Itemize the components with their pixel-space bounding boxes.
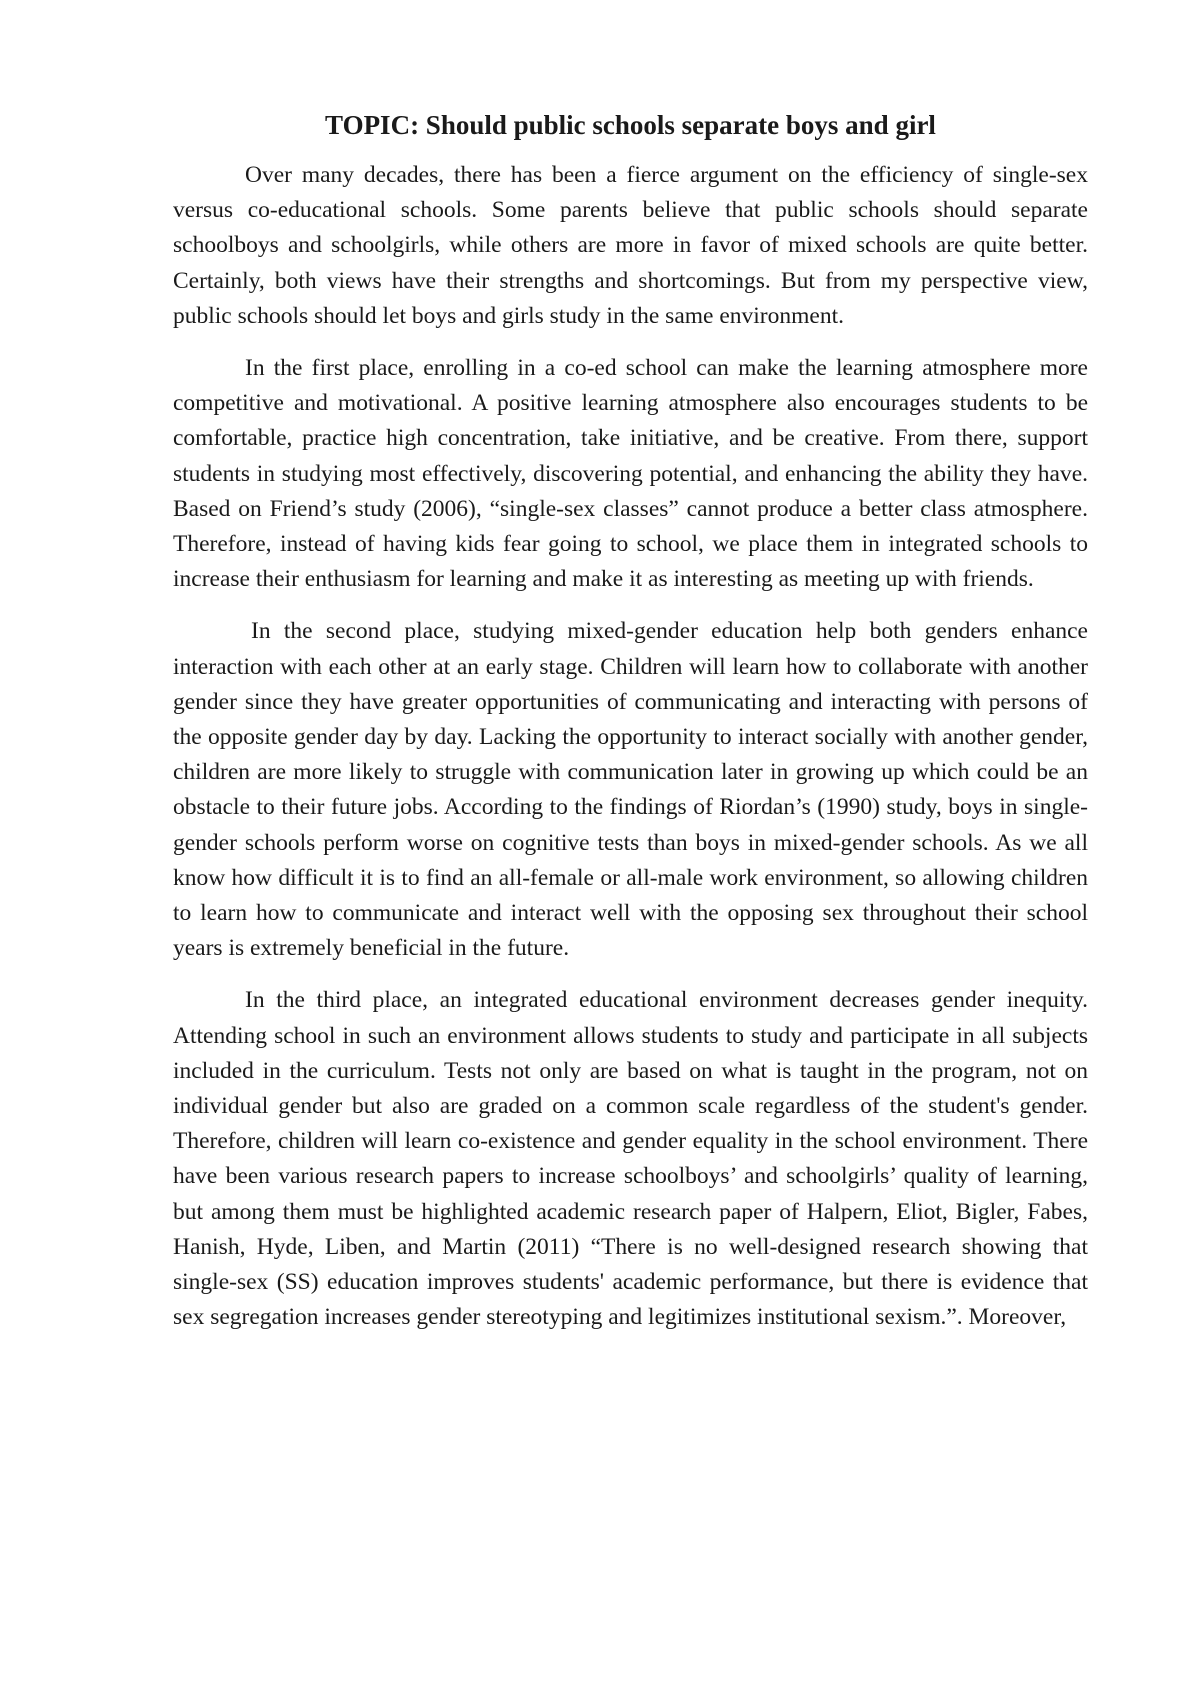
paragraph-introduction: Over many decades, there has been a fierce argument on the efficiency of single-sex versus co-educational schools. Some parents believe that public schools should separate schoolboys and schoolgirls, while others are more in favor of mixed schools are quite better. Certainly, both views have their strengths and shortcomings. But from my perspective view, public schools should let boys and girls study in the same environment.: [173, 162, 1088, 329]
paragraph-second-place: In the second place, studying mixed-gender education help both genders enhance interaction with each other at an early stage. Children will learn how to collaborate with another gender since they have greater opportunities of communicating and interacting with persons of the opposite gender day by day. Lacking the opportunity to interact socially with another gender, children are more likely to struggle with communication later in growing up which could be an obstacle to their future jobs. According to the findings of Riordan’s (1990) study, boys in single-gender schools perform worse on cognitive tests than boys in mixed-gender schools. As we all know how difficult it is to find an all-female or all-male work environment, so allowing children to learn how to communicate and interact well with the opposing sex throughout their school years is extremely beneficial in the future.: [173, 618, 1088, 962]
document-title: TOPIC: Should public schools separate boys and girl: [325, 110, 936, 140]
paragraph-first-place: In the first place, enrolling in a co-ed school can make the learning atmosphere more competitive and motivational. A positive learning atmosphere also encourages students to be comfortable, practice high concentration, take initiative, and be creative. From there, support students in studying most effectively, discovering potential, and enhancing the ability they have. Based on Friend’s study (2006), “single-sex classes” cannot produce a better class atmosphere. Therefore, instead of having kids fear going to school, we place them in integrated schools to increase their enthusiasm for learning and make it as interesting as meeting up with friends.: [173, 355, 1088, 593]
paragraph-third-place: In the third place, an integrated educational environment decreases gender inequity. Attending school in such an environment allows students to study and participate in all subjects included in the curriculum. Tests not only are based on what is taught in the program, not on individual gender but also are graded on a common scale regardless of the student's gender. Therefore, children will learn co-existence and gender equality in the school environment. There have been various research papers to increase schoolboys’ and schoolgirls’ quality of learning, but among them must be highlighted academic research paper of Halpern, Eliot, Bigler, Fabes, Hanish, Hyde, Liben, and Martin (2011) “There is no well-designed research showing that single-sex (SS) education improves students' academic performance, but there is evidence that sex segregation increases gender stereotyping and legitimizes institutional sexism.”. Moreover,: [173, 987, 1088, 1331]
